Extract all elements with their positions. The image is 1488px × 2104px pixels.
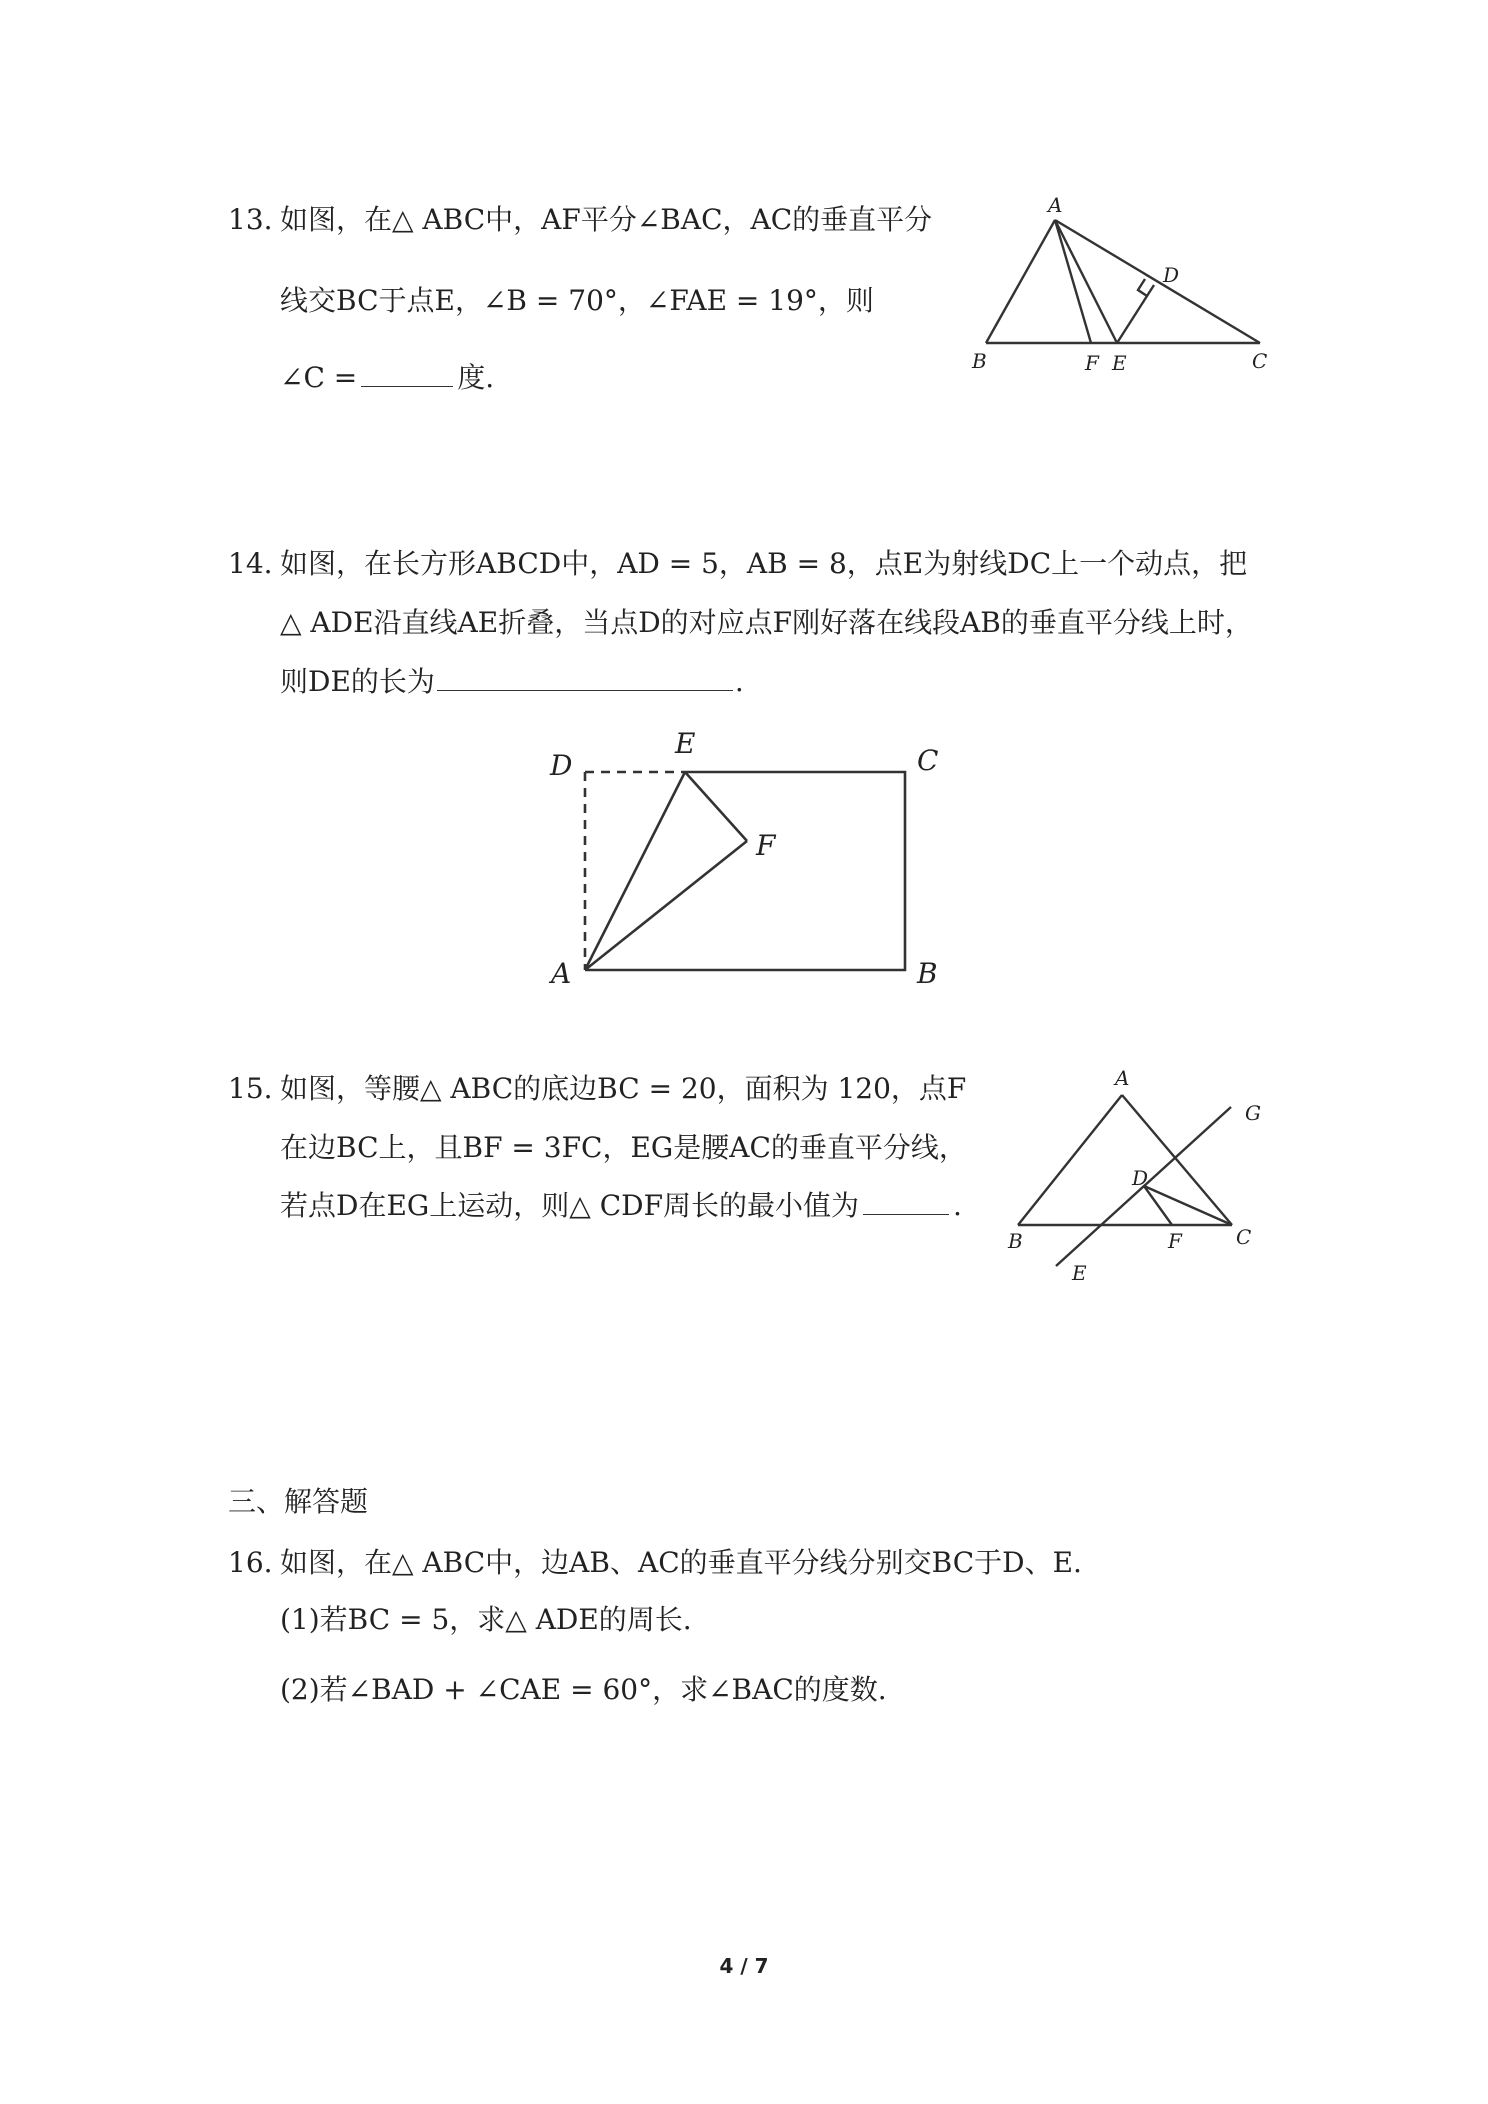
q14-label-D: D [550, 749, 573, 782]
q14-text-2: △ ADE沿直线AE折叠，当点D的对应点F刚好落在线段AB的垂直平分线上时， [280, 606, 1253, 639]
q14-label-E: E [675, 727, 696, 760]
q15-figure [990, 1060, 1280, 1290]
q15-label-A: A [1115, 1066, 1130, 1090]
q13-number: 13. [228, 203, 273, 236]
q13-answer-blank[interactable] [361, 360, 453, 387]
q14-answer-blank[interactable] [437, 664, 733, 691]
q14-line3 [280, 662, 744, 702]
q13-text-3b: 度. [457, 361, 495, 394]
q15-label-D: D [1132, 1166, 1149, 1190]
q16-part2 [280, 1670, 887, 1710]
q14-label-A: A [551, 957, 572, 990]
q15-label-E: E [1072, 1261, 1087, 1285]
q15-label-C: C [1236, 1225, 1252, 1249]
q13-label-A: A [1048, 193, 1063, 217]
q13-text-2: 线交BC于点E，∠B = 70°，∠FAE = 19°，则 [280, 284, 874, 317]
q14-line2 [280, 603, 1253, 643]
q13-label-C: C [1252, 349, 1268, 373]
q14-text-3b: . [734, 665, 744, 698]
q14-label-F: F [756, 829, 776, 862]
q14-label-B: B [917, 957, 938, 990]
q14-number: 14. [228, 547, 273, 580]
q15-text-2: 在边BC上，且BF = 3FC，EG是腰AC的垂直平分线， [280, 1131, 967, 1164]
q14-text-3a: 则DE的长为 [280, 665, 435, 698]
q13-line3 [280, 358, 494, 398]
q15-line1 [228, 1069, 966, 1109]
q15-answer-blank[interactable] [863, 1188, 949, 1215]
section-title: 三、解答题 [228, 1485, 369, 1518]
q14-figure [540, 720, 960, 1000]
q13-label-B: B [972, 349, 987, 373]
q16-text-1: 如图，在△ ABC中，边AB、AC的垂直平分线分别交BC于D、E. [280, 1546, 1082, 1579]
q16-part1 [280, 1600, 692, 1640]
q16-line1 [228, 1543, 1082, 1583]
q15-text-1: 如图，等腰△ ABC的底边BC = 20，面积为 120，点F [280, 1072, 967, 1105]
q15-line3 [280, 1186, 962, 1226]
q15-label-F: F [1168, 1229, 1182, 1253]
q16-text-part2: (2)若∠BAD + ∠CAE = 60°，求∠BAC的度数. [280, 1673, 887, 1706]
q15-number: 15. [228, 1072, 273, 1105]
q15-text-3b: . [953, 1189, 962, 1222]
page-number: 4 / 7 [719, 1954, 769, 1978]
q15-text-3a: 若点D在EG上运动，则△ CDF周长的最小值为 [280, 1189, 859, 1222]
q13-label-F: F [1085, 351, 1099, 375]
q13-figure [960, 190, 1280, 380]
q15-label-B: B [1008, 1229, 1023, 1253]
q13-label-E: E [1112, 351, 1127, 375]
q16-number: 16. [228, 1546, 273, 1579]
q15-line2 [280, 1128, 967, 1168]
q13-line2 [280, 281, 874, 321]
q14-text-1: 如图，在长方形ABCD中，AD = 5，AB = 8，点E为射线DC上一个动点，把 [280, 547, 1248, 580]
q16-text-part1: (1)若BC = 5，求△ ADE的周长. [280, 1603, 692, 1636]
q13-text-1: 如图，在△ ABC中，AF平分∠BAC，AC的垂直平分 [280, 203, 933, 236]
q14-label-C: C [917, 744, 939, 777]
q14-line1 [228, 544, 1247, 584]
q13-label-D: D [1163, 263, 1180, 287]
q13-text-3a: ∠C = [280, 361, 358, 394]
q15-label-G: G [1245, 1101, 1261, 1125]
q13-line1 [228, 200, 932, 240]
